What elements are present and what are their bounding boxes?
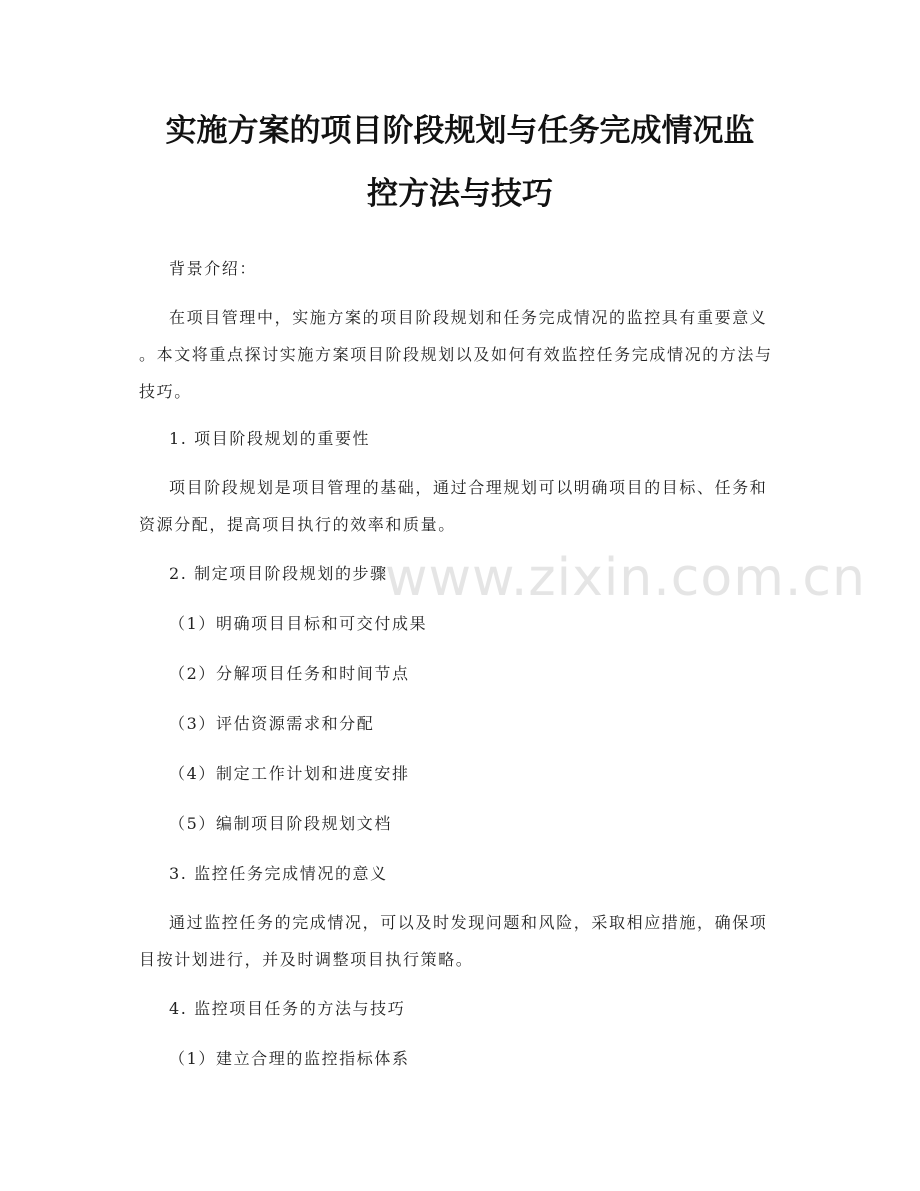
watermark-text: www.zixin.com.cn (385, 548, 866, 608)
background-label: 背景介绍： (169, 259, 258, 278)
section1-paragraph-line: 资源分配，提高项目执行的效率和质量。 (139, 515, 456, 534)
section1-heading: 1. 项目阶段规划的重要性 (169, 429, 371, 448)
section2-step: （4）制定工作计划和进度安排 (169, 764, 410, 783)
section4-heading: 4. 监控项目任务的方法与技巧 (169, 999, 406, 1018)
document-title-line2: 控方法与技巧 (367, 176, 553, 212)
section2-step: （3）评估资源需求和分配 (169, 714, 375, 733)
section2-step: （1）明确项目目标和可交付成果 (169, 614, 428, 633)
section2-step: （2）分解项目任务和时间节点 (169, 664, 410, 683)
section1-paragraph-line: 项目阶段规划是项目管理的基础，通过合理规划可以明确项目的目标、任务和 (169, 478, 768, 497)
section3-heading: 3. 监控任务完成情况的意义 (169, 864, 388, 883)
section3-paragraph-line: 通过监控任务的完成情况，可以及时发现问题和风险，采取相应措施，确保项 (169, 913, 768, 932)
section2-step: （5）编制项目阶段规划文档 (169, 814, 392, 833)
section3-paragraph-line: 目按计划进行，并及时调整项目执行策略。 (139, 950, 474, 969)
section4-step: （1）建立合理的监控指标体系 (169, 1049, 410, 1068)
document-title-line1: 实施方案的项目阶段规划与任务完成情况监 (165, 113, 755, 149)
intro-paragraph-line: 在项目管理中，实施方案的项目阶段规划和任务完成情况的监控具有重要意义 (169, 308, 768, 327)
section2-heading: 2. 制定项目阶段规划的步骤 (169, 564, 388, 583)
intro-paragraph-line: 。本文将重点探讨实施方案项目阶段规划以及如何有效监控任务完成情况的方法与 (139, 345, 773, 364)
intro-paragraph-line: 技巧。 (139, 382, 192, 401)
